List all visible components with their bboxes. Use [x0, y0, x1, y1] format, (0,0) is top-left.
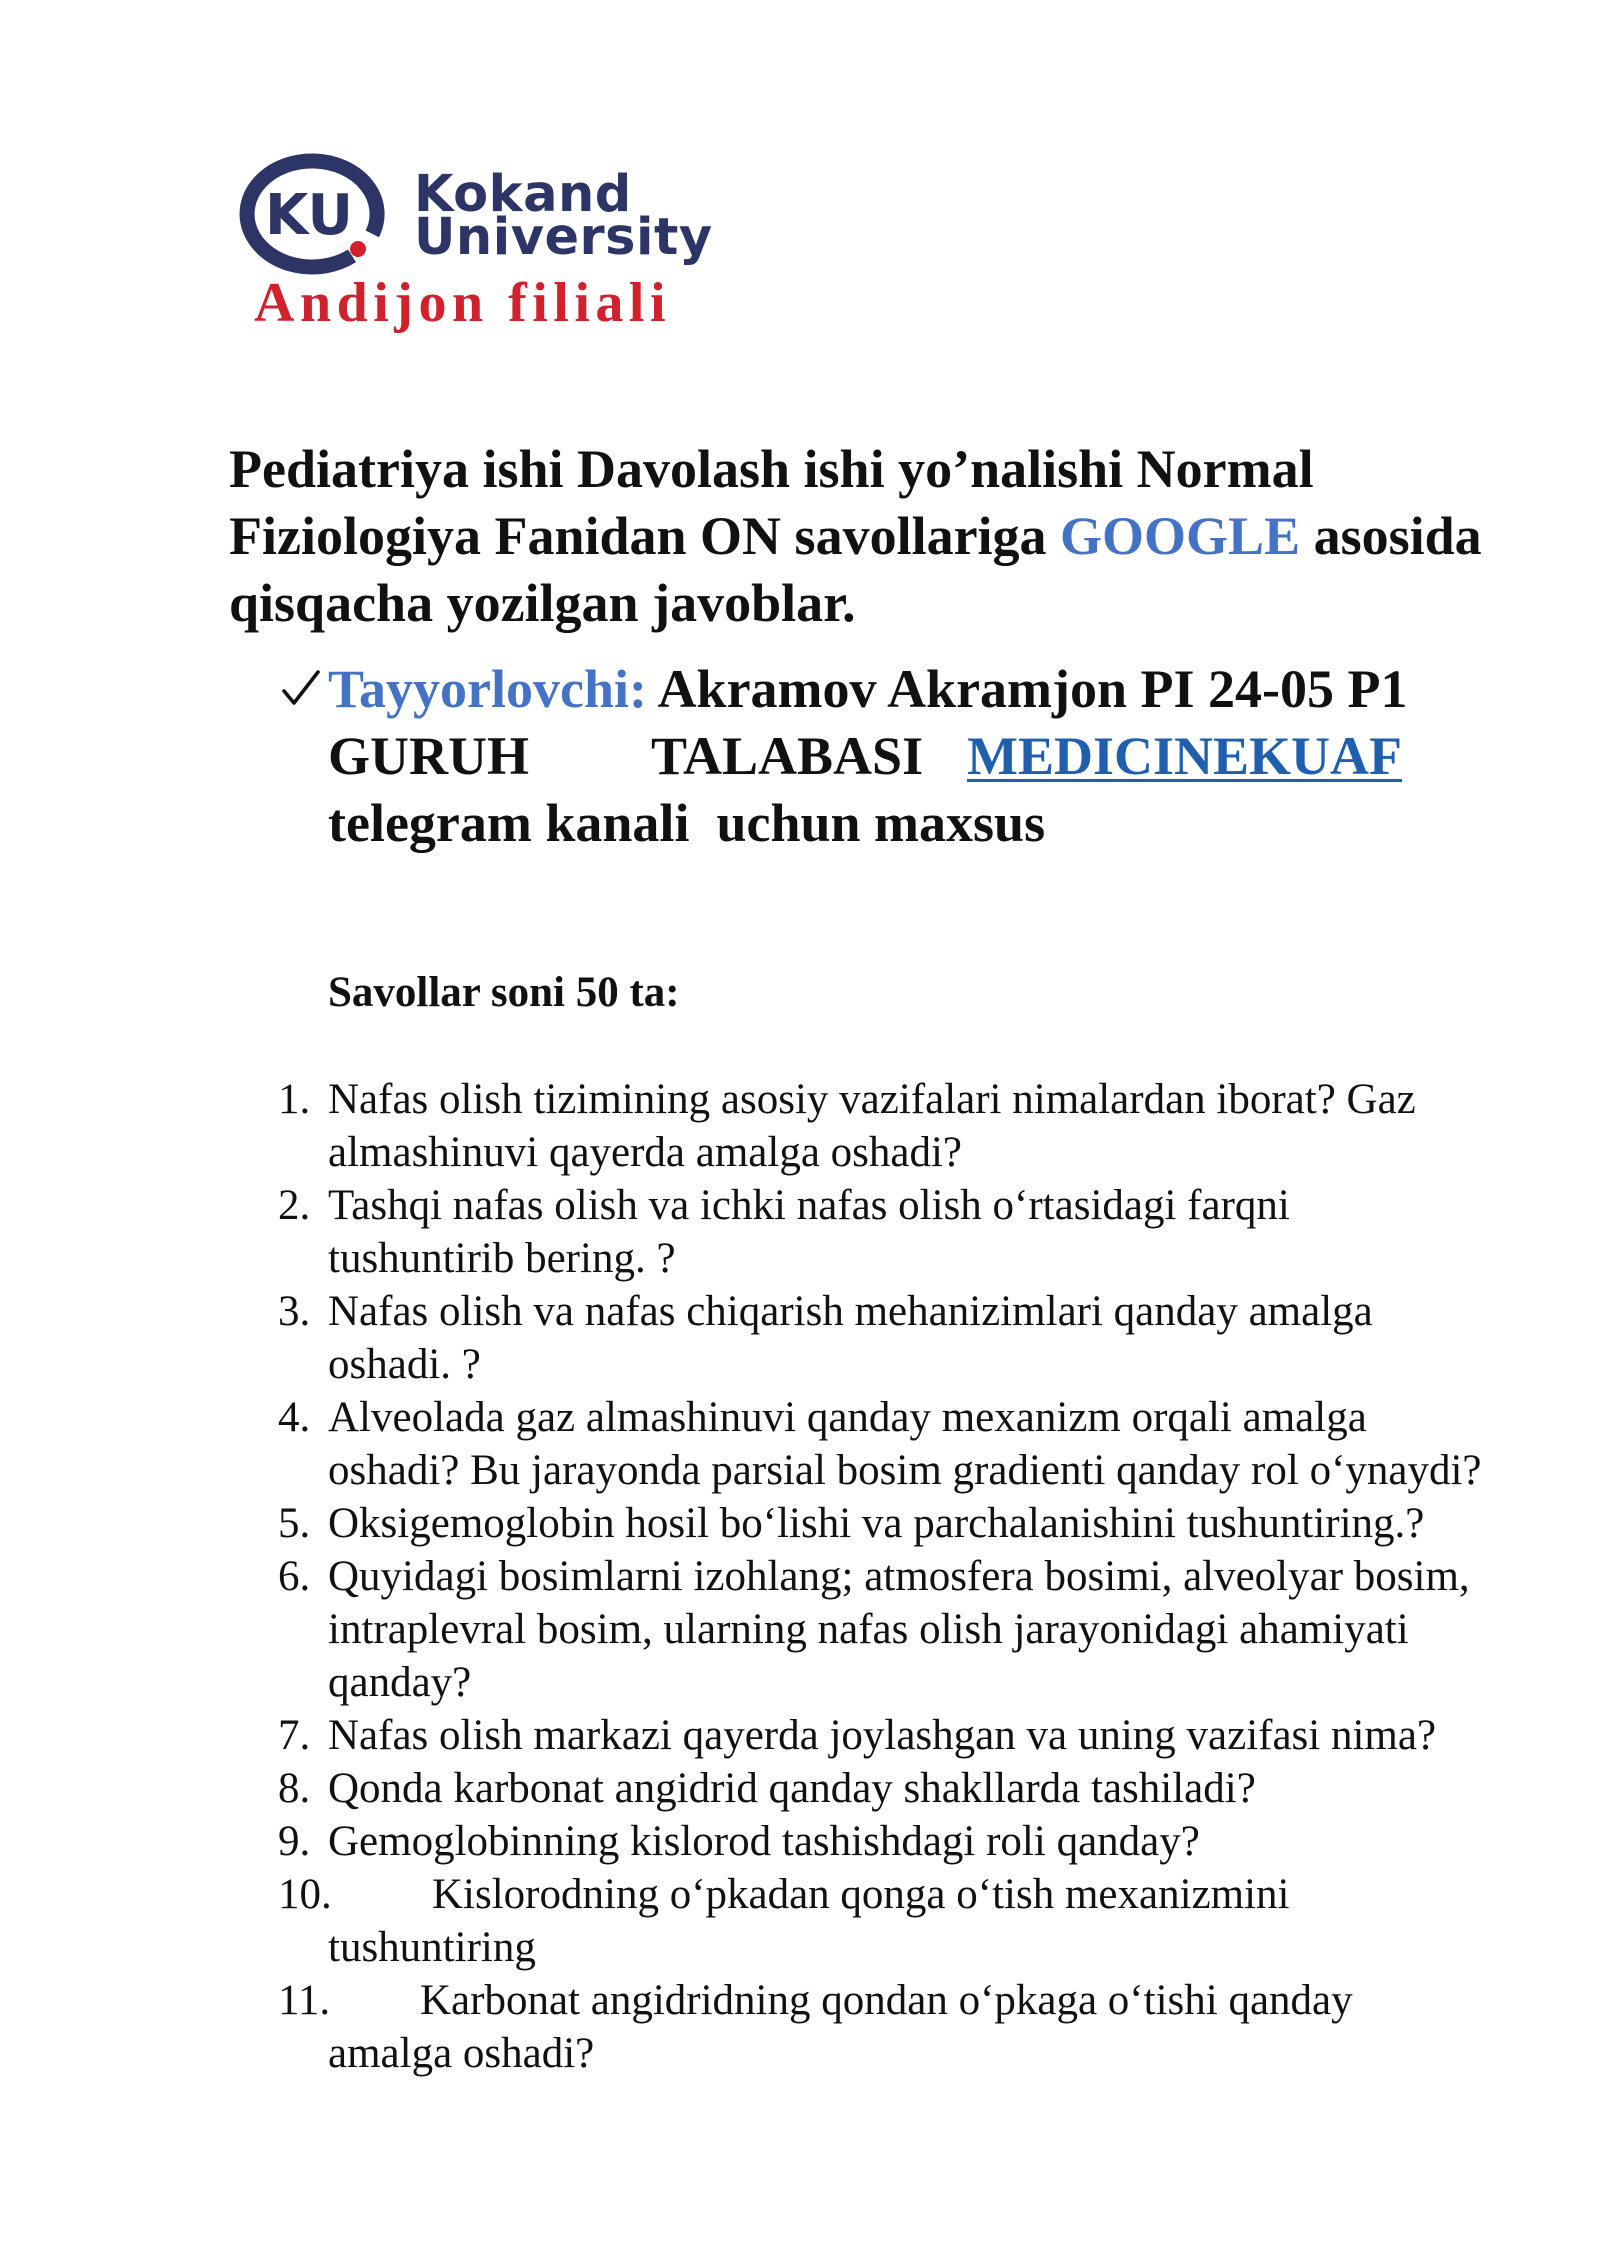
question-item [0, 1868, 1600, 1974]
title-line [229, 503, 1482, 570]
title-highlight: GOOGLE [1060, 506, 1301, 566]
channel-link[interactable]: MEDICINEKUAF [967, 726, 1403, 786]
preparer-label: Tayyorlovchi: [328, 659, 648, 719]
question-line: Oksigemoglobin hosil bo‘lishi va parchalanishini tushuntiring.? [328, 1500, 1425, 1547]
questions-list [0, 1073, 1600, 2080]
question-line: Nafas olish markazi qayerda joylashgan va uning vazifasi nima? [328, 1712, 1437, 1759]
logo-name-university: University [414, 208, 713, 267]
check-icon [281, 669, 321, 709]
branch-name: Andijon filiali [254, 272, 672, 334]
preparer-name: Akramov Akramjon PI 24-05 P1 [657, 659, 1408, 719]
question-line: oshadi. ? [328, 1341, 481, 1388]
question-number: 3. [278, 1288, 311, 1335]
question-line: Nafas olish tizimining asosiy vazifalari nimalardan iborat? Gaz [328, 1076, 1416, 1123]
question-item [0, 1073, 1600, 1179]
question-number: 4. [278, 1394, 311, 1441]
question-number: 1. [278, 1076, 311, 1123]
question-number: 2. [278, 1182, 311, 1229]
question-item [0, 1762, 1600, 1815]
question-number: 8. [278, 1765, 311, 1812]
title-line: Pediatriya ishi Davolash ishi yo’nalishi Normal [229, 439, 1314, 499]
question-line: Gemoglobinning kislorod tashishdagi roli qanday? [328, 1818, 1200, 1865]
question-number: 9. [278, 1818, 311, 1865]
question-number: 6. [278, 1553, 311, 1600]
question-line: Kislorodning o‘pkadan qonga o‘tish mexanizmini [432, 1871, 1290, 1918]
logo-name-kokand: Kokand [414, 165, 632, 224]
title-text: Fiziologiya Fanidan ON savollariga [229, 506, 1047, 566]
preparer-line [328, 656, 1448, 723]
question-number: 5. [278, 1500, 311, 1547]
question-line: Tashqi nafas olish va ichki nafas olish o‘rtasidagi farqni [328, 1182, 1290, 1229]
question-line: Alveolada gaz almashinuvi qanday mexanizm orqali amalga [328, 1394, 1367, 1441]
title-text: asosida [1313, 506, 1482, 566]
question-item [0, 1550, 1600, 1709]
question-number: 10. [278, 1871, 332, 1918]
question-line: intraplevral bosim, ularning nafas olish jarayonidagi ahamiyati [328, 1606, 1409, 1653]
question-line: tushuntirib bering. ? [328, 1235, 676, 1282]
title-line: qisqacha yozilgan javoblar. [229, 573, 856, 633]
question-item [0, 1974, 1600, 2080]
document-title [229, 436, 1482, 637]
preparer-line [328, 723, 1448, 790]
question-item [0, 1815, 1600, 1868]
question-item [0, 1179, 1600, 1285]
question-line: qanday? [328, 1659, 472, 1706]
question-number: 7. [278, 1712, 311, 1759]
group-word: GURUH [328, 726, 529, 786]
question-line: Nafas olish va nafas chiqarish mehanizimlari qanday amalga [328, 1288, 1373, 1335]
question-line: Qonda karbonat angidrid qanday shakllarda tashiladi? [328, 1765, 1256, 1812]
preparer-line: telegram kanali uchun maxsus [328, 793, 1046, 853]
preparer-info [328, 656, 1448, 857]
question-line: Karbonat angidridning qondan o‘pkaga o‘tishi qanday [420, 1977, 1353, 2024]
question-number: 11. [278, 1977, 331, 2024]
question-line: almashinuvi qayerda amalga oshadi? [328, 1129, 963, 1176]
question-item [0, 1285, 1600, 1391]
question-line: amalga oshadi? [328, 2030, 595, 2077]
question-line: tushuntiring [328, 1924, 536, 1971]
ku-logo-icon [232, 146, 392, 282]
questions-heading: Savollar soni 50 ta: [328, 969, 680, 1016]
question-line: oshadi? Bu jarayonda parsial bosim gradienti qanday rol o‘ynaydi? [328, 1447, 1482, 1494]
logo-mark-letters: KU [265, 183, 353, 248]
student-word: TALABASI [651, 726, 924, 786]
question-item [0, 1391, 1600, 1497]
question-line: Quyidagi bosimlarni izohlang; atmosfera bosimi, alveolyar bosim, [328, 1553, 1470, 1600]
question-item [0, 1497, 1600, 1550]
question-item [0, 1709, 1600, 1762]
